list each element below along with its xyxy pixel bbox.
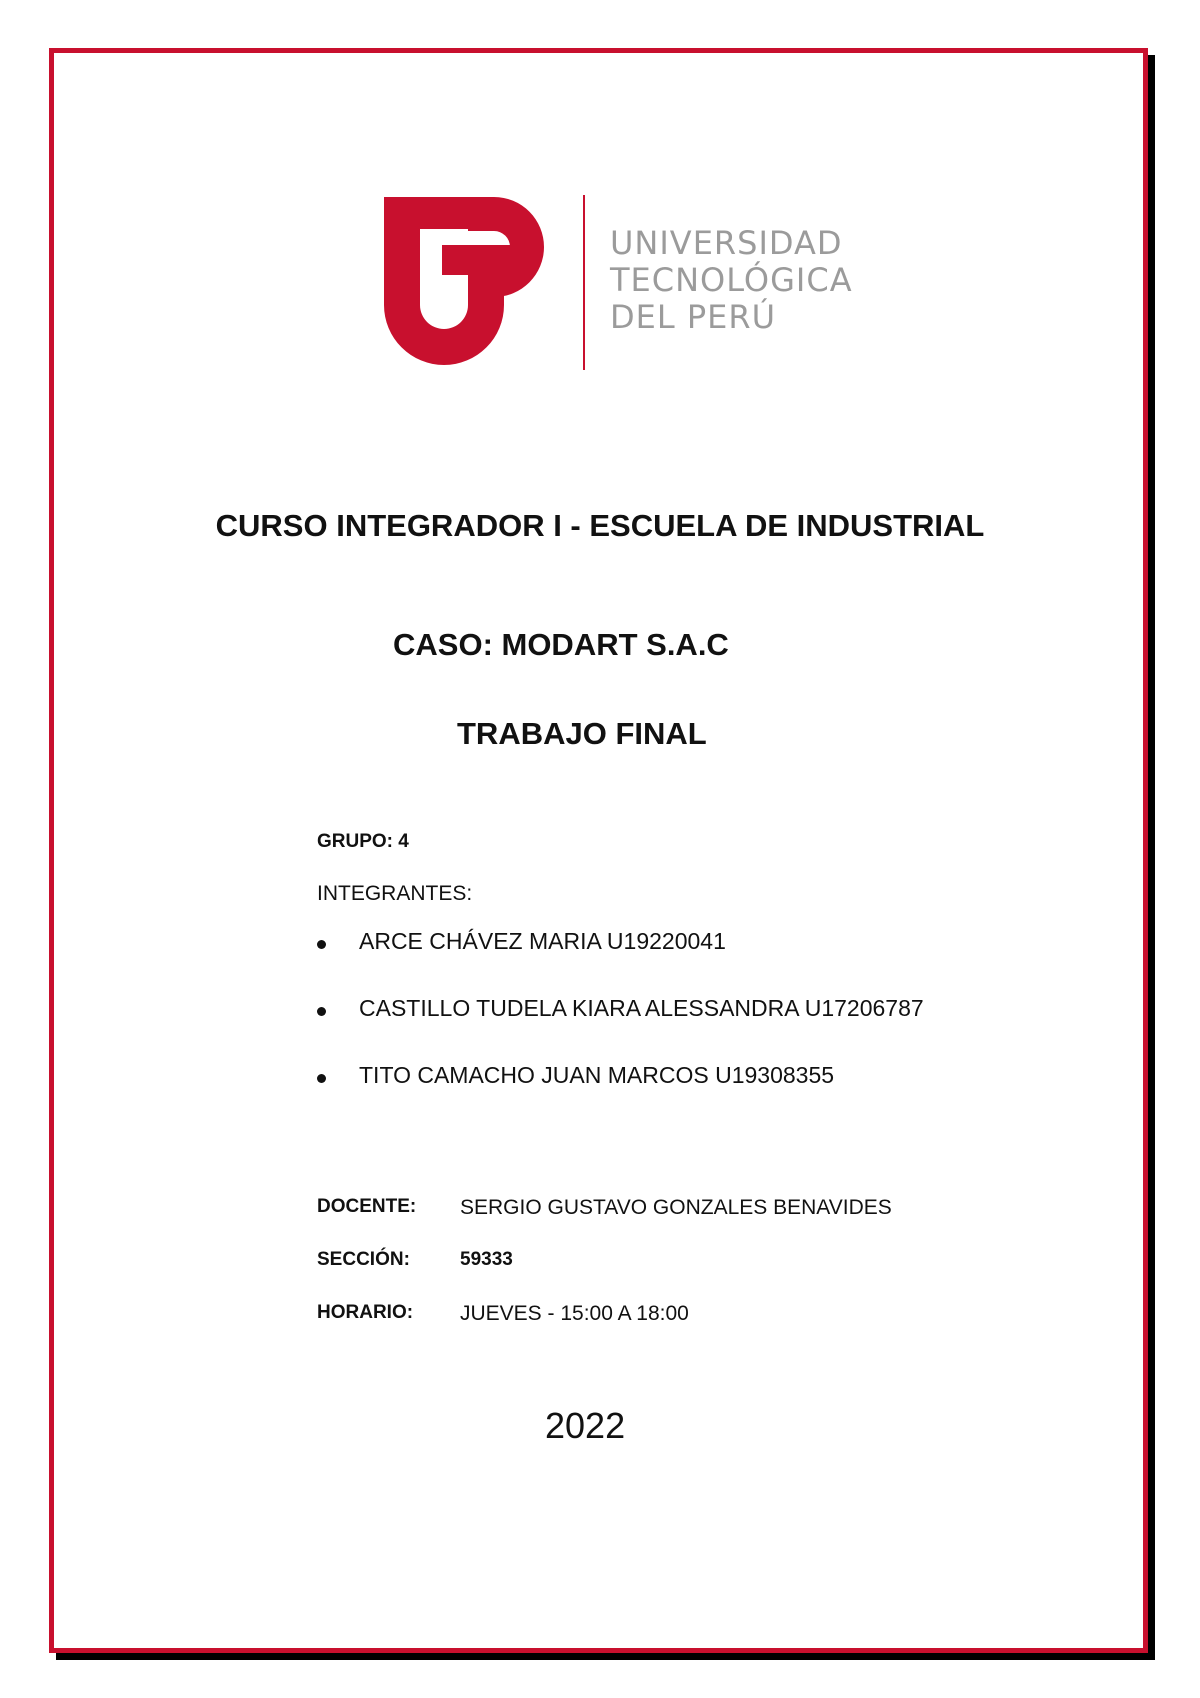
docente-label: DOCENTE: xyxy=(317,1196,417,1217)
bullet-icon xyxy=(317,940,326,949)
bullet-icon xyxy=(317,1007,326,1016)
course-title: CURSO INTEGRADOR I - ESCUELA DE INDUSTRIAL xyxy=(215,508,985,543)
logo-line-3: DEL PERÚ xyxy=(610,298,777,336)
list-item xyxy=(317,995,924,1062)
horario-value: JUEVES - 15:00 A 18:00 xyxy=(460,1302,689,1325)
docente-value: SERGIO GUSTAVO GONZALES BENAVIDES xyxy=(460,1196,892,1219)
logo-line-1: UNIVERSIDAD xyxy=(610,224,843,262)
group-number: GRUPO: 4 xyxy=(317,831,409,852)
year: 2022 xyxy=(545,1405,626,1446)
horario-label: HORARIO: xyxy=(317,1302,414,1323)
members-list xyxy=(317,928,924,1129)
case-title: CASO: MODART S.A.C xyxy=(393,627,729,662)
utp-logo-icon xyxy=(360,195,560,375)
seccion-label: SECCIÓN: xyxy=(317,1249,410,1270)
logo-divider xyxy=(583,195,585,370)
member-name: CASTILLO TUDELA KIARA ALESSANDRA U17206787 xyxy=(359,995,924,1021)
member-name: ARCE CHÁVEZ MARIA U19220041 xyxy=(359,928,726,954)
list-item xyxy=(317,928,924,995)
seccion-value: 59333 xyxy=(460,1249,513,1270)
member-name: TITO CAMACHO JUAN MARCOS U19308355 xyxy=(359,1062,835,1088)
university-logo xyxy=(360,195,880,375)
work-title: TRABAJO FINAL xyxy=(457,716,707,751)
bullet-icon xyxy=(317,1074,326,1083)
list-item xyxy=(317,1062,924,1129)
members-label: INTEGRANTES: xyxy=(317,882,473,905)
logo-line-2: TECNOLÓGICA xyxy=(610,261,853,299)
logo-wordmark xyxy=(610,225,853,336)
